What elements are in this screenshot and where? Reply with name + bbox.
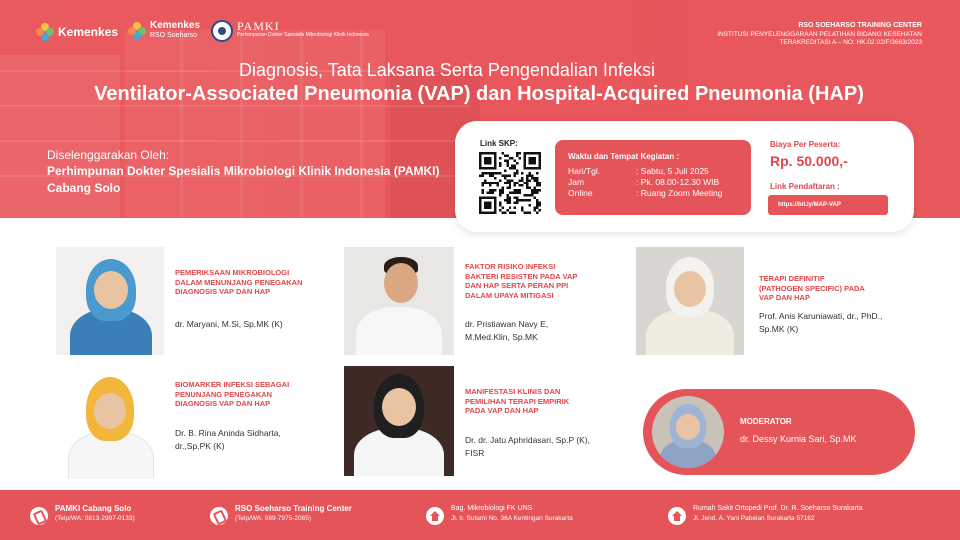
- pamki-logo-text: PAMKI: [237, 19, 280, 33]
- schedule-key: Online: [568, 188, 593, 198]
- speaker-name: dr. Maryani, M.Si, Sp.MK (K): [175, 319, 283, 329]
- fee-value: Rp. 50.000,-: [770, 153, 848, 169]
- pamki-emblem-icon: [211, 20, 233, 42]
- speaker-photo: [344, 366, 454, 476]
- kemenkes-rso-logo: [128, 21, 200, 41]
- event-info-card: [455, 121, 914, 232]
- fee-label: Biaya Per Peserta:: [770, 140, 841, 149]
- skp-link-label: Link SKP:: [480, 139, 518, 148]
- schedule-row: [568, 188, 751, 199]
- pamki-logo: [211, 20, 369, 42]
- speaker-name: Dr. B. Rina Aninda Sidharta, dr.,Sp.PK (K): [175, 428, 281, 451]
- speaker-topic: TERAPI DEFINITIF (PATHOGEN SPECIFIC) PADA VAP DAN HAP: [759, 274, 865, 302]
- speaker-name: dr. Pristiawan Navy E, M.Med.Klin, Sp.MK: [465, 319, 549, 342]
- kemenkes-rso-logo-subtext: RSO Soeharso: [150, 32, 198, 39]
- schedule-key: Jam: [568, 177, 585, 187]
- footer-address-detail: Jl. Jend. A. Yani Pabelan Surakarta 57162: [693, 515, 815, 522]
- organizer-label: Diselenggarakan Oleh:: [47, 148, 170, 162]
- kemenkes-flower-icon: [36, 23, 54, 41]
- building-floor-line: [0, 140, 470, 142]
- speaker-photo: [56, 371, 164, 479]
- institution-block: [717, 22, 922, 48]
- footer-address: [426, 503, 573, 525]
- speaker-topic: PEMERIKSAAN MIKROBIOLOGI DALAM MENUNJANG PENEGAKAN DIAGNOSIS VAP DAN HAP: [175, 268, 303, 296]
- footer-contact-title: PAMKI Cabang Solo: [55, 504, 132, 513]
- institution-name: RSO SOEHARSO TRAINING CENTER: [798, 22, 922, 29]
- institution-line-2: INSTITUSI PENYELENGGARAAN PELATIHAN BIDANG KESEHATAN: [717, 30, 922, 38]
- footer-contact: [210, 503, 352, 525]
- moderator-photo: [652, 396, 724, 468]
- organizer-name: Perhimpunan Dokter Spesialis Mikrobiologi Klinik Indonesia (PAMKI) Cabang Solo: [47, 164, 440, 195]
- schedule-box: [555, 140, 751, 215]
- registration-link-label: Link Pendaftaran :: [770, 182, 840, 191]
- pamki-logo-subtext: Perhimpunan Dokter Spesialis Mikrobiologi Klinik Indonesia: [237, 32, 369, 38]
- footer-contact-title: RSO Soeharso Training Center: [235, 504, 352, 513]
- kemenkes-rso-logo-text: Kemenkes: [150, 20, 201, 31]
- footer-bar: [0, 490, 960, 540]
- footer-contact: [30, 503, 135, 525]
- phone-icon: [210, 507, 228, 525]
- schedule-key: Hari/Tgl.: [568, 166, 601, 176]
- footer-contact-detail: (Telp/WA: 089-7975-2065): [235, 515, 311, 522]
- schedule-value: : Pk. 08.00-12.30 WIB: [636, 177, 720, 187]
- schedule-value: : Ruang Zoom Meeting: [636, 188, 723, 198]
- speaker-name: Dr. dr. Jatu Aphridasari, Sp.P (K), FISR: [465, 435, 591, 458]
- kemenkes-logo: [36, 23, 118, 41]
- speaker-name: Prof. Anis Karuniawati, dr., PhD., Sp.MK (K): [759, 311, 883, 334]
- speaker-photo: [344, 247, 454, 355]
- schedule-heading: Waktu dan Tempat Kegiatan :: [568, 152, 680, 161]
- schedule-value: : Sabtu, 5 Juli 2025: [636, 166, 709, 176]
- kemenkes-flower-icon: [128, 22, 146, 40]
- footer-address: [668, 503, 863, 525]
- event-title-line-2: Ventilator-Associated Pneumonia (VAP) dan Hospital-Acquired Pneumonia (HAP): [94, 83, 864, 105]
- speaker-topic: BIOMARKER INFEKSI SEBAGAI PENUNJANG PENEGAKAN DIAGNOSIS VAP DAN HAP: [175, 380, 290, 408]
- speaker-topic: FAKTOR RISIKO INFEKSI BAKTERI RESISTEN PADA VAP DAN HAP SERTA PERAN PPI DALAM UPAYA MITIGASI: [465, 262, 578, 300]
- footer-contact-detail: (Telp/WA: 0813-2997-0133): [55, 515, 135, 522]
- speaker-topic: MANIFESTASI KLINIS DAN PEMILIHAN TERAPI EMPIRIK PADA VAP DAN HAP: [465, 387, 570, 415]
- institution-accreditation: TERAKREDITASI A – NO: HK.02.02/F/3663/2023: [779, 39, 922, 46]
- qr-code-icon[interactable]: [479, 152, 541, 214]
- footer-address-title: Bag. Mikrobiologi FK UNS: [451, 505, 533, 512]
- registration-link[interactable]: https://bit.ly/MAP-VAP: [768, 195, 888, 215]
- schedule-row: [568, 177, 751, 188]
- home-icon: [426, 507, 444, 525]
- speaker-photo: [636, 247, 744, 355]
- kemenkes-logo-text: Kemenkes: [58, 25, 119, 39]
- home-icon: [668, 507, 686, 525]
- moderator-name: dr. Dessy Kurnia Sari, Sp.MK: [740, 434, 857, 444]
- footer-address-title: Rumah Sakit Ortopedi Prof. Dr. R. Soeharso Surakarta: [693, 505, 863, 512]
- event-title-line-1: Diagnosis, Tata Laksana Serta Pengendalian Infeksi: [239, 60, 655, 80]
- phone-icon: [30, 507, 48, 525]
- speaker-photo: [56, 247, 164, 355]
- footer-address-detail: Jl. Ir. Sutami No. 36A Kentingan Surakarta: [451, 515, 573, 522]
- moderator-label: MODERATOR: [740, 417, 792, 426]
- schedule-row: [568, 166, 751, 177]
